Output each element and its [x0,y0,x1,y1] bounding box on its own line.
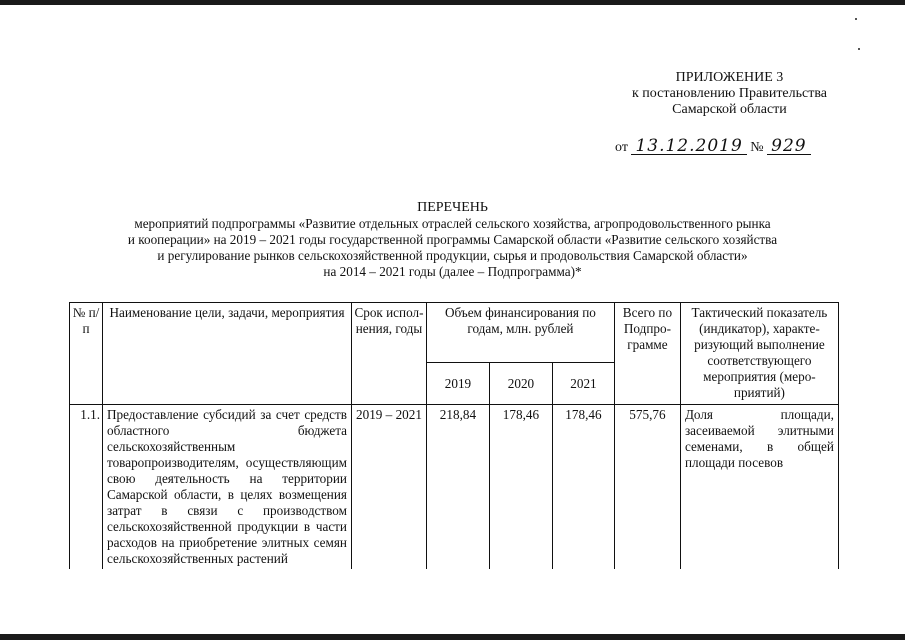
appendix-line-2: Самарской области [672,102,787,117]
scan-top-edge [0,0,905,5]
row-amount-2021: 178,46 [552,405,614,570]
scan-speck [858,48,860,50]
document-subtitle [60,216,845,280]
header-name: Наименование цели, задачи, мероприятия [103,303,352,405]
row-amount-2019: 218,84 [426,405,489,570]
row-amount-2020: 178,46 [489,405,552,570]
scan-bottom-edge [0,634,905,640]
header-term: Срок испол-нения, годы [352,303,427,405]
header-indicator: Тактический показатель (индикатор), характе-ризующий выполнение соответствующего мероприятия (меро-приятий) [680,303,838,405]
appendix-title: ПРИЛОЖЕНИЕ 3 [675,70,784,85]
row-indicator: Доля площади, засеиваемой элитными семенами, в общей площади посевов [680,405,838,570]
handwritten-date: 13.12.2019 [631,138,746,155]
number-prefix: № [750,140,764,155]
row-term: 2019 – 2021 [352,405,427,570]
handwritten-number: 929 [767,138,810,155]
row-num: 1.1. [70,405,103,570]
measures-table [69,302,839,569]
appendix-header [632,70,827,118]
subtitle-line: и регулирование рынков сельскохозяйственной продукции, сырья и продовольствия Самарской области» [157,248,748,263]
subtitle-line: на 2014 – 2021 годы (далее – Подпрограмма)* [323,264,582,279]
subtitle-line: мероприятий подпрограммы «Развитие отдельных отраслей сельского хозяйства, агропродовольственного рынка [134,216,771,231]
date-prefix: от [615,140,628,155]
header-year-2020: 2020 [489,363,552,405]
row-total: 575,76 [614,405,680,570]
subtitle-line: и кооперации» на 2019 – 2021 годы государственной программы Самарской области «Развитие сельского хозяйства [127,232,778,247]
scan-speck [855,18,857,20]
row-name: Предоставление субсидий за счет средств областного бюджета сельскохозяйственным товаропроизводителям, осуществляющим свою деятельность на территории Самарской области, в целях возмещения затрат в связи с производством сельскохозяйственной продукции в части расходов на приобретение элитных семян сельскохозяйственных растений [103,405,352,570]
document-title: ПЕРЕЧЕНЬ [417,200,488,215]
resolution-date-number [615,138,811,156]
table-row [70,405,839,570]
appendix-line-1: к постановлению Правительства [631,86,827,101]
header-total: Всего по Подпро-грамме [614,303,680,405]
header-num: № п/п [70,303,103,405]
header-year-2019: 2019 [426,363,489,405]
header-year-2021: 2021 [552,363,614,405]
header-funding: Объем финансирования по годам, млн. рублей [426,303,614,363]
